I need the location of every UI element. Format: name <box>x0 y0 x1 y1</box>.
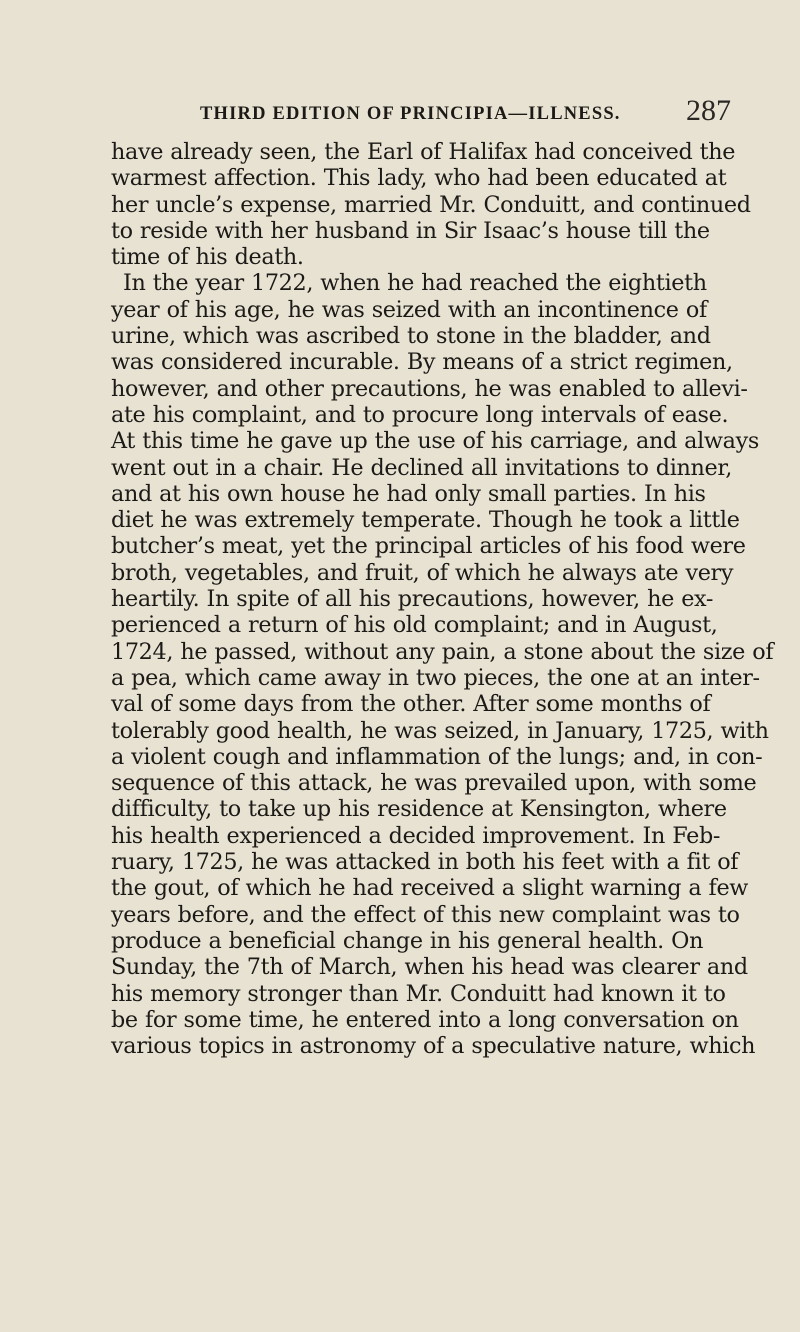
text-line: was considered incurable. By means of a strict regimen, <box>111 349 733 376</box>
text-line: time of his death. <box>111 244 304 271</box>
text-line: ate his complaint, and to procure long intervals of ease. <box>111 401 729 428</box>
text-line: went out in a chair. He declined all invitations to dinner, <box>111 454 732 481</box>
text-line: tolerably good health, he was seized, in January, 1725, with <box>111 717 769 744</box>
text-line: broth, vegetables, and fruit, of which he always ate very <box>111 559 734 586</box>
text-line: perienced a return of his old complaint; and in August, <box>111 612 718 639</box>
text-line: Sunday, the 7th of March, when his head was clearer and <box>111 954 748 981</box>
text-line: produce a beneficial change in his general health. On <box>111 927 704 954</box>
text-line: have already seen, the Earl of Halifax had conceived the <box>111 139 736 165</box>
text-line: years before, and the effect of this new complaint was to <box>111 901 740 928</box>
running-title: THIRD EDITION OF PRINCIPIA—ILLNESS. <box>200 104 621 124</box>
text-line: warmest affection. This lady, who had been educated at <box>111 165 727 192</box>
text-line: his memory stronger than Mr. Conduitt had known it to <box>111 980 726 1007</box>
text-line: his health experienced a decided improvement. In Feb- <box>111 822 721 849</box>
text-line: butcher’s meat, yet the principal articles of his food were <box>111 533 746 560</box>
text-line: year of his age, he was seized with an incontinence of <box>111 296 707 323</box>
text-line: a pea, which came away in two pieces, the one at an inter- <box>111 664 760 691</box>
running-head <box>0 94 800 130</box>
text-line: At this time he gave up the use of his carriage, and always <box>111 428 759 455</box>
text-line: diet he was extremely temperate. Though he took a little <box>111 507 740 534</box>
text-line: be for some time, he entered into a long conversation on <box>111 1006 739 1033</box>
text-line: to reside with her husband in Sir Isaac’s house till the <box>111 217 710 244</box>
text-line: ruary, 1725, he was attacked in both his feet with a fit of <box>111 849 739 876</box>
text-line: her uncle’s expense, married Mr. Conduitt, and continued <box>111 191 751 218</box>
text-line: sequence of this attack, he was prevailed upon, with some <box>111 770 757 797</box>
text-line: heartily. In spite of all his precautions, however, he ex- <box>111 586 714 613</box>
page-number: 287 <box>686 94 731 127</box>
text-line: the gout, of which he had received a slight warning a few <box>111 875 749 902</box>
body-text <box>111 139 774 1060</box>
text-line: a violent cough and inflammation of the lungs; and, in con- <box>111 743 763 770</box>
paragraph-start-line: In the year 1722, when he had reached the eightieth <box>123 270 707 297</box>
text-line: various topics in astronomy of a speculative nature, which <box>111 1033 756 1060</box>
text-line: 1724, he passed, without any pain, a stone about the size of <box>111 638 774 665</box>
text-line: and at his own house he had only small parties. In his <box>111 480 706 507</box>
text-line: urine, which was ascribed to stone in the bladder, and <box>111 323 711 350</box>
text-line: however, and other precautions, he was enabled to allevi- <box>111 375 748 402</box>
text-line: difficulty, to take up his residence at Kensington, where <box>111 796 727 823</box>
text-line: val of some days from the other. After some months of <box>111 691 711 718</box>
